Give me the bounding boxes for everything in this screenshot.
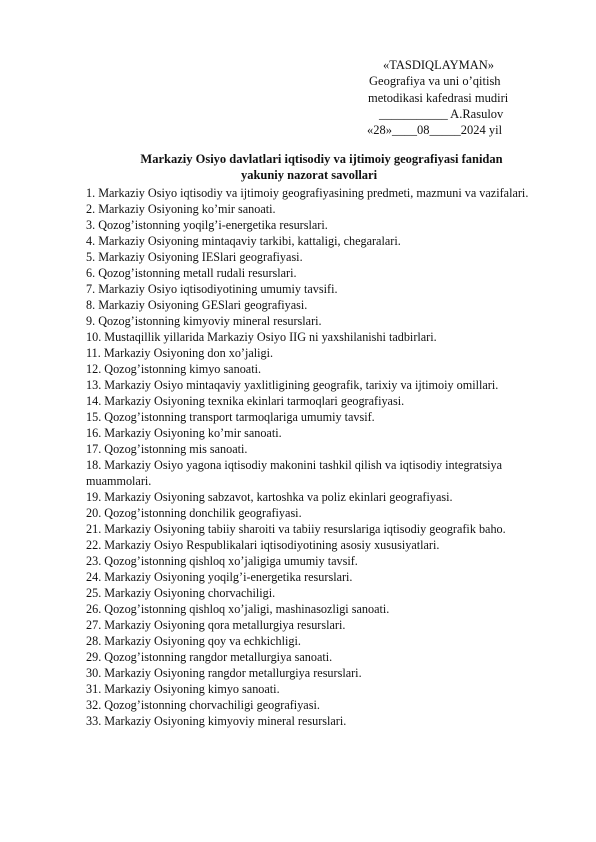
list-item: 7. Markaziy Osiyo iqtisodiyotining umumiy tavsifi.: [86, 282, 338, 296]
list-item: 23. Qozog’istonning qishloq xo’jaligiga umumiy tavsif.: [86, 554, 358, 568]
list-item: 18. Markaziy Osiyo yagona iqtisodiy makonini tashkil qilish va iqtisodiy integratsiya muammolari.: [86, 458, 503, 488]
list-item: 5. Markaziy Osiyoning IESlari geografiyasi.: [86, 250, 303, 264]
list-item: 33. Markaziy Osiyoning kimyoviy mineral resurslari.: [86, 714, 347, 728]
list-item: 19. Markaziy Osiyoning sabzavot, kartoshka va poliz ekinlari geografiyasi.: [86, 490, 453, 504]
list-item: 15. Qozog’istonning transport tarmoqlariga umumiy tavsif.: [86, 410, 375, 424]
list-item: 17. Qozog’istonning mis sanoati.: [86, 442, 248, 456]
document-title-line2: yakuniy nazorat savollari: [240, 168, 378, 182]
list-item: 31. Markaziy Osiyoning kimyo sanoati.: [86, 682, 280, 696]
approval-department-line2: metodikasi kafedrasi mudiri: [368, 90, 509, 105]
document-title: [86, 151, 532, 183]
list-item: 11. Markaziy Osiyoning don xo’jaligi.: [86, 346, 274, 360]
approval-signature-line: ___________ A.Rasulov: [379, 106, 504, 121]
approval-date: «28»____08_____2024 yil: [367, 123, 503, 138]
list-item: 29. Qozog’istonning rangdor metallurgiya sanoati.: [86, 650, 333, 664]
list-item: 12. Qozog’istonning kimyo sanoati.: [86, 362, 262, 376]
approval-title: «TASDIQLAYMAN»: [383, 58, 495, 72]
approval-block: [360, 57, 560, 138]
list-item: 14. Markaziy Osiyoning texnika ekinlari tarmoqlari geografiyasi.: [86, 394, 405, 408]
list-item: 28. Markaziy Osiyoning qoy va echkichligi.: [86, 634, 301, 648]
list-item: 1. Markaziy Osiyo iqtisodiy va ijtimoiy geografiyasining predmeti, mazmuni va vazifalari.: [86, 186, 529, 200]
questions-list: [86, 185, 536, 729]
list-item: 13. Markaziy Osiyo mintaqaviy yaxlitligining geografik, tarixiy va ijtimoiy omillari.: [86, 378, 499, 392]
list-item: 26. Qozog’istonning qishloq xo’jaligi, mashinasozligi sanoati.: [86, 602, 390, 616]
list-item: 2. Markaziy Osiyoning ko’mir sanoati.: [86, 202, 276, 216]
list-item: 6. Qozog’istonning metall rudali resurslari.: [86, 266, 297, 280]
list-item: 22. Markaziy Osiyo Respublikalari iqtisodiyotining asosiy xususiyatlari.: [86, 538, 440, 552]
list-item: 4. Markaziy Osiyoning mintaqaviy tarkibi, kattaligi, chegaralari.: [86, 234, 401, 248]
list-item: 3. Qozog’istonning yoqilg’i-energetika resurslari.: [86, 218, 328, 232]
list-item: 16. Markaziy Osiyoning ko’mir sanoati.: [86, 426, 282, 440]
document-title-line1: Markaziy Osiyo davlatlari iqtisodiy va ijtimoiy geografiyasi fanidan: [140, 152, 503, 166]
list-item: 24. Markaziy Osiyoning yoqilg’i-energetika resurslari.: [86, 570, 353, 584]
list-item: 9. Qozog’istonning kimyoviy mineral resurslari.: [86, 314, 322, 328]
list-item: 30. Markaziy Osiyoning rangdor metallurgiya resurslari.: [86, 666, 362, 680]
list-item: 27. Markaziy Osiyoning qora metallurgiya resurslari.: [86, 618, 346, 632]
list-item: 25. Markaziy Osiyoning chorvachiligi.: [86, 586, 276, 600]
approval-department-line1: Geografiya va uni o’qitish: [369, 74, 501, 89]
list-item: 8. Markaziy Osiyoning GESlari geografiyasi.: [86, 298, 308, 312]
list-item: 10. Mustaqillik yillarida Markaziy Osiyo IIG ni yaxshilanishi tadbirlari.: [86, 330, 437, 344]
list-item: 21. Markaziy Osiyoning tabiiy sharoiti va tabiiy resurslariga iqtisodiy geografik baho.: [86, 522, 506, 536]
list-item: 20. Qozog’istonning donchilik geografiyasi.: [86, 506, 302, 520]
list-item: 32. Qozog’istonning chorvachiligi geografiyasi.: [86, 698, 320, 712]
